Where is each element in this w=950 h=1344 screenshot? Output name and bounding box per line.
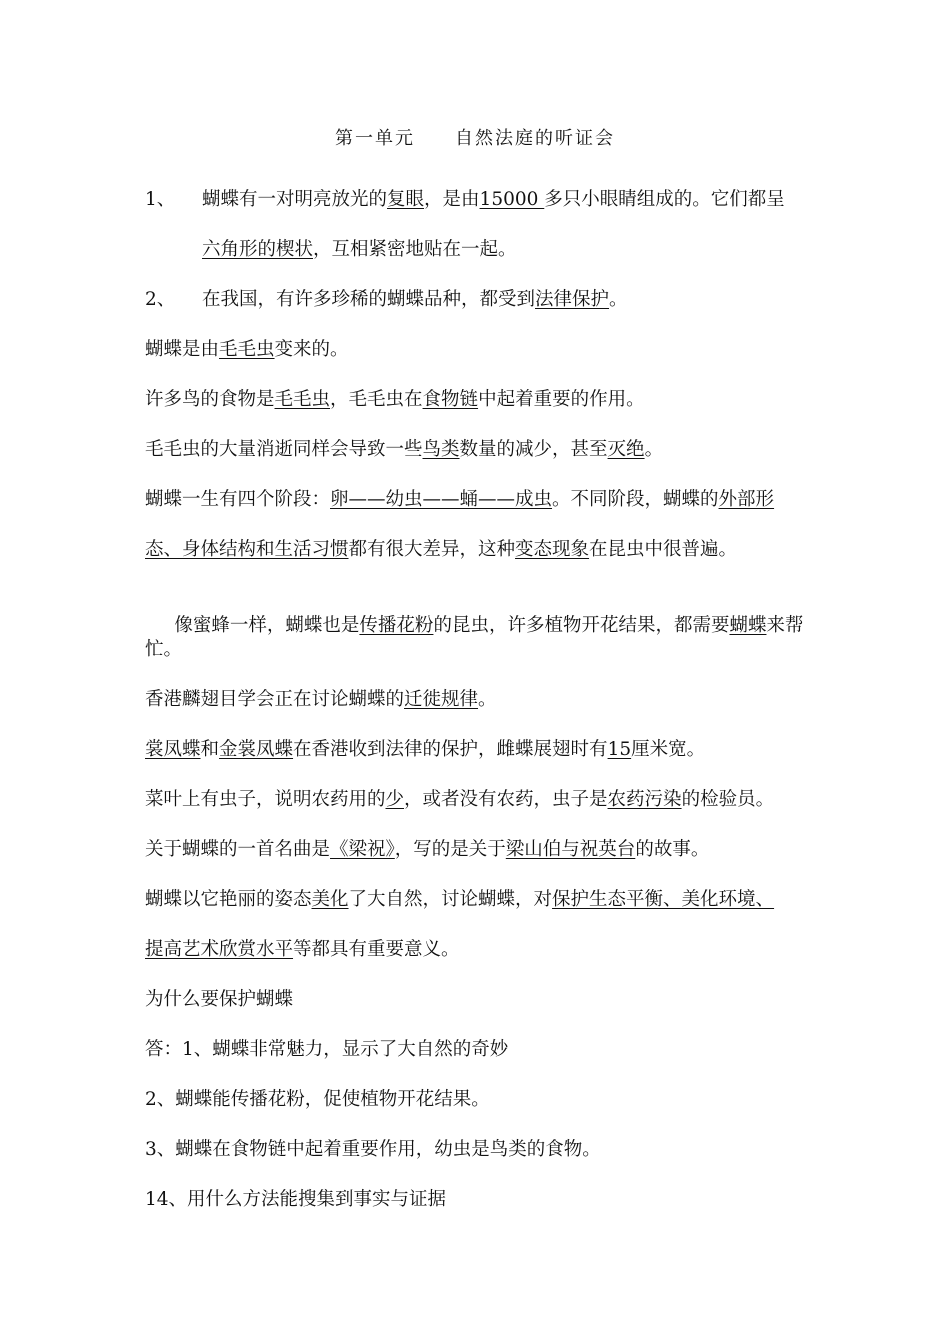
underlined-term: 卵——幼虫——蛹——成虫 [330,489,553,510]
item-number: 2、 [145,289,176,310]
lesson-title: 自然法庭的听证会 [455,128,615,149]
underlined-term: 毛毛虫 [274,389,331,410]
text-line: 蝴蝶是由毛毛虫变来的。 [145,339,349,360]
text-line: 蝴蝶以它艳丽的姿态美化了大自然，讨论蝴蝶，对保护生态平衡、美化环境、 [145,889,775,910]
text-line: 忙。 [145,639,183,660]
text-line: 态、身体结构和生活习惯都有很大差异，这种变态现象在昆虫中很普遍。 [145,539,738,560]
underlined-term: 裳凤蝶 [145,739,201,760]
underlined-term: 外部形 [718,489,775,510]
underlined-term: 态、身体结构和生活习惯 [145,539,349,560]
underlined-term: 迁徙规律 [404,689,479,710]
underlined-term: 毛毛虫 [219,339,275,360]
underlined-term: 鸟类 [422,439,460,460]
underlined-term: 法律保护 [535,289,610,310]
underlined-term: 灭绝 [607,439,645,460]
text-line: 菜叶上有虫子，说明农药用的少，或者没有农药，虫子是农药污染的检验员。 [145,789,775,810]
text-line: 裳凤蝶和金裳凤蝶在香港收到法律的保护，雌蝶展翅时有15厘米宽。 [145,739,706,760]
underlined-term: 15000 [479,189,545,210]
unit-label: 第一单元 [335,128,415,149]
numbered-item-1: 1、 蝴蝶有一对明亮放光的复眼，是由15000 多只小眼睛组成的。它们都呈 [145,187,825,213]
answer-line: 2、蝴蝶能传播花粉，促使植物开花结果。 [145,1089,490,1110]
page-title [0,124,950,150]
answer-line: 3、蝴蝶在食物链中起着重要作用，幼虫是鸟类的食物。 [145,1139,601,1160]
underlined-term: 金裳凤蝶 [219,739,294,760]
underlined-term: 美化 [311,889,349,910]
text-line: 关于蝴蝶的一首名曲是《梁祝》，写的是关于梁山伯与祝英台的故事。 [145,839,710,860]
text-line: 许多鸟的食物是毛毛虫，毛毛虫在食物链中起着重要的作用。 [145,389,645,410]
text-line: 像蜜蜂一样，蝴蝶也是传播花粉的昆虫，许多植物开花结果，都需要蝴蝶来帮 [168,615,804,636]
question-heading: 为什么要保护蝴蝶 [145,989,294,1010]
text-line: 蝴蝶一生有四个阶段：卵——幼虫——蛹——成虫。不同阶段，蝴蝶的外部形 [145,489,775,510]
underlined-term: 少 [385,789,405,810]
text-line: 提高艺术欣赏水平等都具有重要意义。 [145,939,460,960]
underlined-term: 六角形的楔状 [202,239,314,260]
underlined-term: 保护生态平衡、美化环境、 [552,889,775,910]
numbered-item-1-continuation: 六角形的楔状，互相紧密地贴在一起。 [202,239,517,260]
underlined-term: 食物链 [422,389,479,410]
underlined-term: 提高艺术欣赏水平 [145,939,294,960]
item-number: 1、 [145,189,176,210]
underlined-term: 复眼 [387,189,425,210]
text-line: 毛毛虫的大量消逝同样会导致一些鸟类数量的减少，甚至灭绝。 [145,439,664,460]
question-heading: 14、用什么方法能搜集到事实与证据 [145,1189,447,1210]
answer-line: 答：1、蝴蝶非常魅力，显示了大自然的奇妙 [145,1039,509,1060]
underlined-term: 农药污染 [607,789,682,810]
text-line: 香港麟翅目学会正在讨论蝴蝶的迁徙规律。 [145,689,497,710]
underlined-term: 《梁祝》 [330,839,395,860]
underlined-term: 梁山伯与祝英台 [505,839,636,860]
underlined-term: 变态现象 [515,539,590,560]
underlined-term: 蝴蝶 [729,615,767,636]
underlined-term: 传播花粉 [359,615,434,636]
numbered-item-2: 2、 在我国，有许多珍稀的蝴蝶品种，都受到法律保护。 [145,287,825,313]
underlined-term: 15 [607,739,632,760]
